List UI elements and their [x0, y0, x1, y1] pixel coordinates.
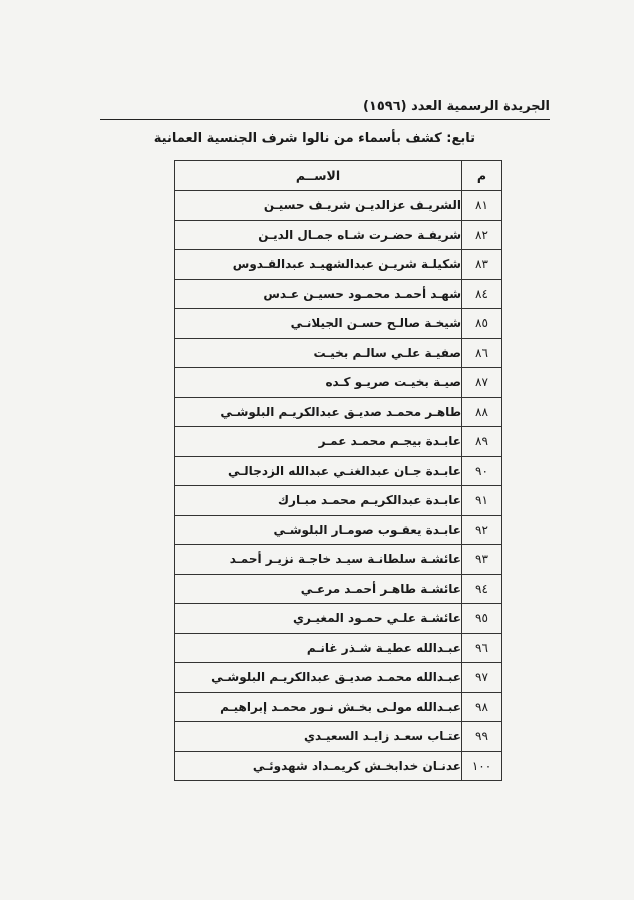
table-row [175, 279, 502, 309]
table-row [175, 751, 502, 781]
row-name: عابـدة يعقـوب صومـار البلوشـي [175, 515, 462, 545]
row-name: عائشـة سلطانـة سيـد خاجـة نزيـر أحمـد [175, 545, 462, 575]
row-number: ٩٢ [462, 515, 502, 545]
table-row [175, 545, 502, 575]
list-subtitle: تابع: كشف بأسماء من نالوا شرف الجنسية العمانية [153, 131, 475, 146]
row-number: ٨٣ [462, 250, 502, 280]
row-number: ٩٥ [462, 604, 502, 634]
page-header: الجريدة الرسمية العدد (١٥٩٦) [362, 99, 550, 114]
row-name: عبـدالله مولـى بخـش نـور محمـد إبراهيـم [175, 692, 462, 722]
row-name: عدنـان خدابخـش كريمـداد شهدوئـي [175, 751, 462, 781]
row-number: ٨٨ [462, 397, 502, 427]
row-number: ٩٧ [462, 663, 502, 693]
row-number: ٨١ [462, 191, 502, 221]
row-name: صفيـة علـي سالـم بخيـت [175, 338, 462, 368]
column-header-number: م [462, 161, 502, 191]
table-row [175, 368, 502, 398]
header-divider [100, 119, 550, 120]
table-row [175, 515, 502, 545]
row-number: ٨٩ [462, 427, 502, 457]
row-number: ٩٩ [462, 722, 502, 752]
table-row [175, 309, 502, 339]
table-row [175, 397, 502, 427]
row-name: عبـدالله عطيـة شـذر غانـم [175, 633, 462, 663]
table-row [175, 250, 502, 280]
row-number: ٨٢ [462, 220, 502, 250]
table-row [175, 220, 502, 250]
table-row [175, 486, 502, 516]
row-number: ٩٣ [462, 545, 502, 575]
row-name: عابـدة عبدالكريـم محمـد مبـارك [175, 486, 462, 516]
row-name: شيخـة صالـح حسـن الجيلانـي [175, 309, 462, 339]
row-number: ٨٤ [462, 279, 502, 309]
table-row [175, 663, 502, 693]
row-number: ٩٠ [462, 456, 502, 486]
names-table [174, 160, 502, 781]
row-name: عتـاب سعـد زايـد السعيـدي [175, 722, 462, 752]
row-name: شهـد أحمـد محمـود حسيـن عـدس [175, 279, 462, 309]
row-number: ٩٨ [462, 692, 502, 722]
table-row [175, 722, 502, 752]
row-name: شكيلـة شريـن عبدالشهيـد عبدالقـدوس [175, 250, 462, 280]
table-row [175, 456, 502, 486]
table-row [175, 574, 502, 604]
table-body [175, 191, 502, 781]
table-row [175, 633, 502, 663]
row-number: ٨٥ [462, 309, 502, 339]
table-row [175, 604, 502, 634]
row-number: ٨٦ [462, 338, 502, 368]
row-number: ١٠٠ [462, 751, 502, 781]
row-name: شريفـة حضـرت شـاه جمـال الديـن [175, 220, 462, 250]
table-header-row [175, 161, 502, 191]
table-row [175, 427, 502, 457]
row-number: ٩٤ [462, 574, 502, 604]
row-name: عابـدة جـان عبدالغنـي عبدالله الزدجالـي [175, 456, 462, 486]
table-row [175, 191, 502, 221]
row-name: عابـدة بيجـم محمـد عمـر [175, 427, 462, 457]
table-row [175, 692, 502, 722]
row-number: ٩٦ [462, 633, 502, 663]
row-name: عبـدالله محمـد صديـق عبدالكريـم البلوشـي [175, 663, 462, 693]
row-name: صيـة بخيـت صريـو كـده [175, 368, 462, 398]
row-name: عائشـة طاهـر أحمـد مرعـي [175, 574, 462, 604]
row-name: الشريـف عزالديـن شريـف حسيـن [175, 191, 462, 221]
table-row [175, 338, 502, 368]
column-header-name: الاســم [175, 161, 462, 191]
row-name: طاهـر محمـد صديـق عبدالكريـم البلوشـي [175, 397, 462, 427]
row-number: ٩١ [462, 486, 502, 516]
row-number: ٨٧ [462, 368, 502, 398]
row-name: عائشـة علـي حمـود المغيـري [175, 604, 462, 634]
